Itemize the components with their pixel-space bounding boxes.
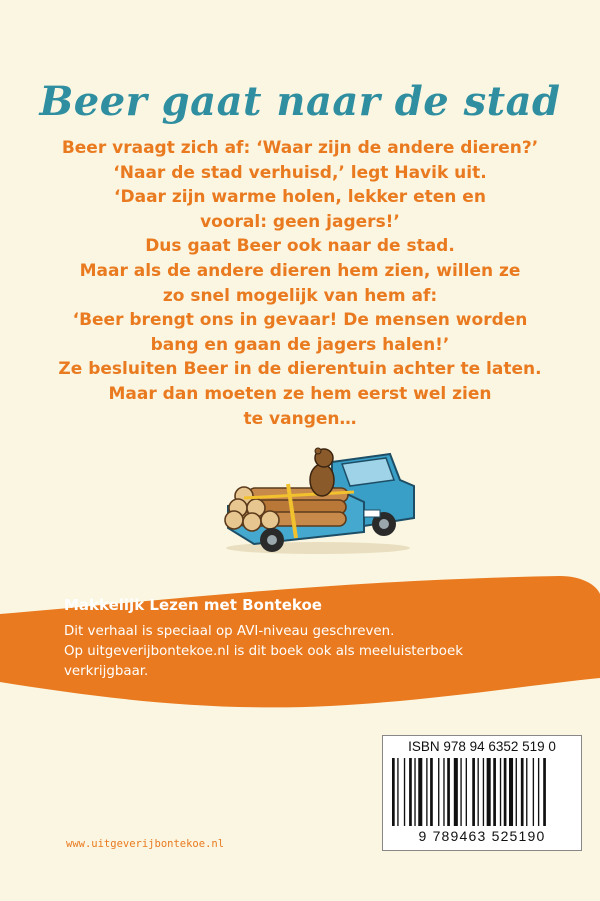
- blurb-line: Ze besluiten Beer in de dierentuin achter te laten.: [58, 359, 542, 380]
- series-line: verkrijgbaar.: [64, 664, 149, 679]
- barcode-bar: [493, 758, 496, 826]
- barcode-bars: [390, 758, 574, 826]
- ean-number: 9 789463 525190: [418, 828, 546, 844]
- blurb-line: ‘Naar de stad verhuisd,’ legt Havik uit.: [113, 162, 487, 183]
- barcode-bar: [483, 758, 484, 826]
- barcode-bar: [418, 758, 422, 826]
- blurb-line: Dus gaat Beer ook naar de stad.: [145, 236, 455, 257]
- blurb-line: zo snel mogelijk van hem af:: [162, 285, 438, 306]
- blurb-line: vooral: geen jagers!’: [200, 211, 400, 232]
- blurb-line: bang en gaan de jagers halen!’: [150, 334, 450, 355]
- blurb-line: Beer vraagt zich af: ‘Waar zijn de andere dieren?’: [61, 138, 539, 158]
- publisher-website: www.uitgeverijbontekoe.nl: [66, 838, 225, 850]
- barcode-bar: [447, 758, 450, 826]
- barcode-bar: [466, 758, 467, 826]
- barcode-bar: [509, 758, 513, 826]
- barcode-bar: [392, 758, 395, 826]
- barcode-bar: [430, 758, 433, 826]
- blurb-line: ‘Beer brengt ons in gevaar! De mensen worden: [72, 310, 528, 331]
- barcode-bar: [404, 758, 405, 826]
- bear-in-pickup-truck-icon: [214, 440, 422, 556]
- barcode-bar: [426, 758, 427, 826]
- series-line: Dit verhaal is speciaal op AVI-niveau geschreven.: [64, 624, 395, 639]
- isbn-barcode: [382, 735, 582, 851]
- series-heading: Makkelijk Lezen met Bontekoe: [64, 596, 322, 614]
- barcode-bar: [443, 758, 444, 826]
- barcode-bar: [460, 758, 461, 826]
- barcode-bar: [500, 758, 501, 826]
- barcode-bar: [533, 758, 534, 826]
- barcode-bar: [526, 758, 527, 826]
- barcode-bar: [409, 758, 412, 826]
- barcode-bar: [414, 758, 415, 826]
- barcode-bar: [487, 758, 491, 826]
- barcode-bar: [397, 758, 398, 826]
- barcode-bar: [454, 758, 458, 826]
- blurb-line: Maar als de andere dieren hem zien, willen ze: [79, 260, 521, 281]
- series-info: [64, 596, 564, 682]
- barcode-bar: [438, 758, 439, 826]
- blurb-line: te vangen…: [243, 408, 357, 429]
- isbn-label: ISBN 978 94 6352 519 0: [408, 739, 556, 754]
- blurb-line: ‘Daar zijn warme holen, lekker eten en: [114, 187, 486, 208]
- back-cover-blurb: [40, 136, 560, 431]
- barcode-bar: [504, 758, 507, 826]
- book-title: Beer gaat naar de stad: [39, 78, 561, 125]
- barcode-bar: [543, 758, 546, 826]
- barcode-bar: [516, 758, 517, 826]
- barcode-bar: [478, 758, 479, 826]
- blurb-line: Maar dan moeten ze hem eerst wel zien: [108, 383, 492, 404]
- barcode-bar: [538, 758, 539, 826]
- barcode-bar: [521, 758, 524, 826]
- barcode-bar: [472, 758, 475, 826]
- series-line: Op uitgeverijbontekoe.nl is dit boek ook als meeluisterboek: [64, 644, 463, 659]
